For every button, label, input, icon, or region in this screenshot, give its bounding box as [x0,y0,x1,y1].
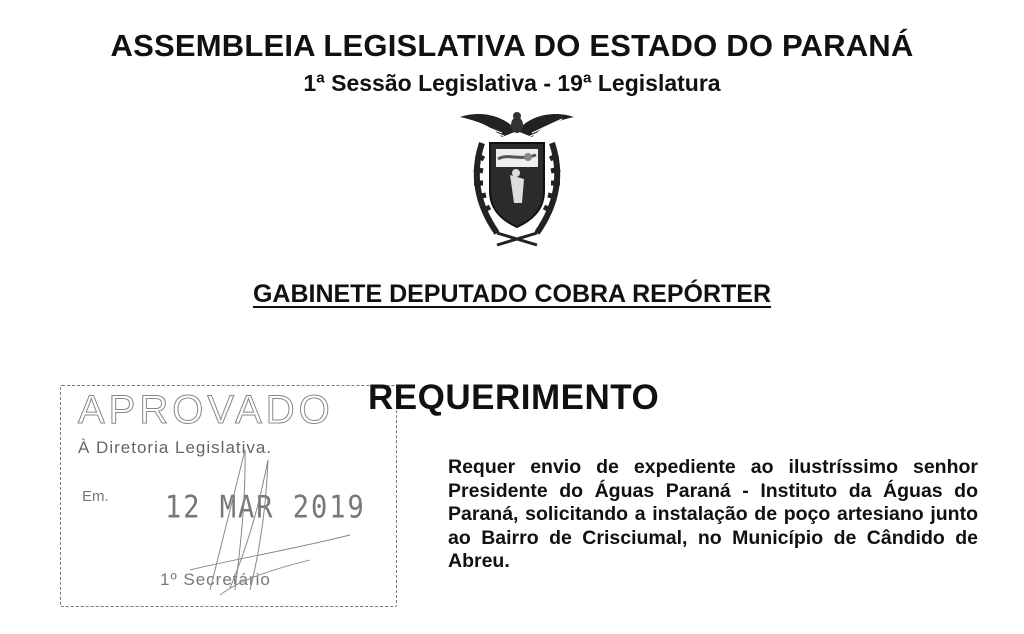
office-heading [0,280,1024,309]
stamp-title: APROVADO [78,388,334,432]
stamp-secretary: 1º Secretário [160,570,271,589]
stamp-date: 12 MAR 2019 [165,489,366,526]
stamp-em-label: Em. [82,488,109,505]
office-heading-text: GABINETE DEPUTADO COBRA REPÓRTER [252,280,772,308]
parana-coat-of-arms-icon [452,103,582,253]
session-subtitle: 1ª Sessão Legislativa - 19ª Legislatura [303,70,721,96]
document-summary: Requer envio de expediente ao ilustríssimo senhor Presidente do Águas Paraná - Instituto da Águas do Paraná, solicitando a instalação de poço artesiano junto ao Bairro de Crisciumal, no Município de Cândido de Abreu. [448,456,978,572]
stamp-directive: À Diretoria Legislativa. [78,438,273,457]
document-type: REQUERIMENTO [368,378,660,417]
institution-title: ASSEMBLEIA LEGISLATIVA DO ESTADO DO PARANÁ [110,28,914,63]
handwritten-signature-icon [150,440,380,600]
